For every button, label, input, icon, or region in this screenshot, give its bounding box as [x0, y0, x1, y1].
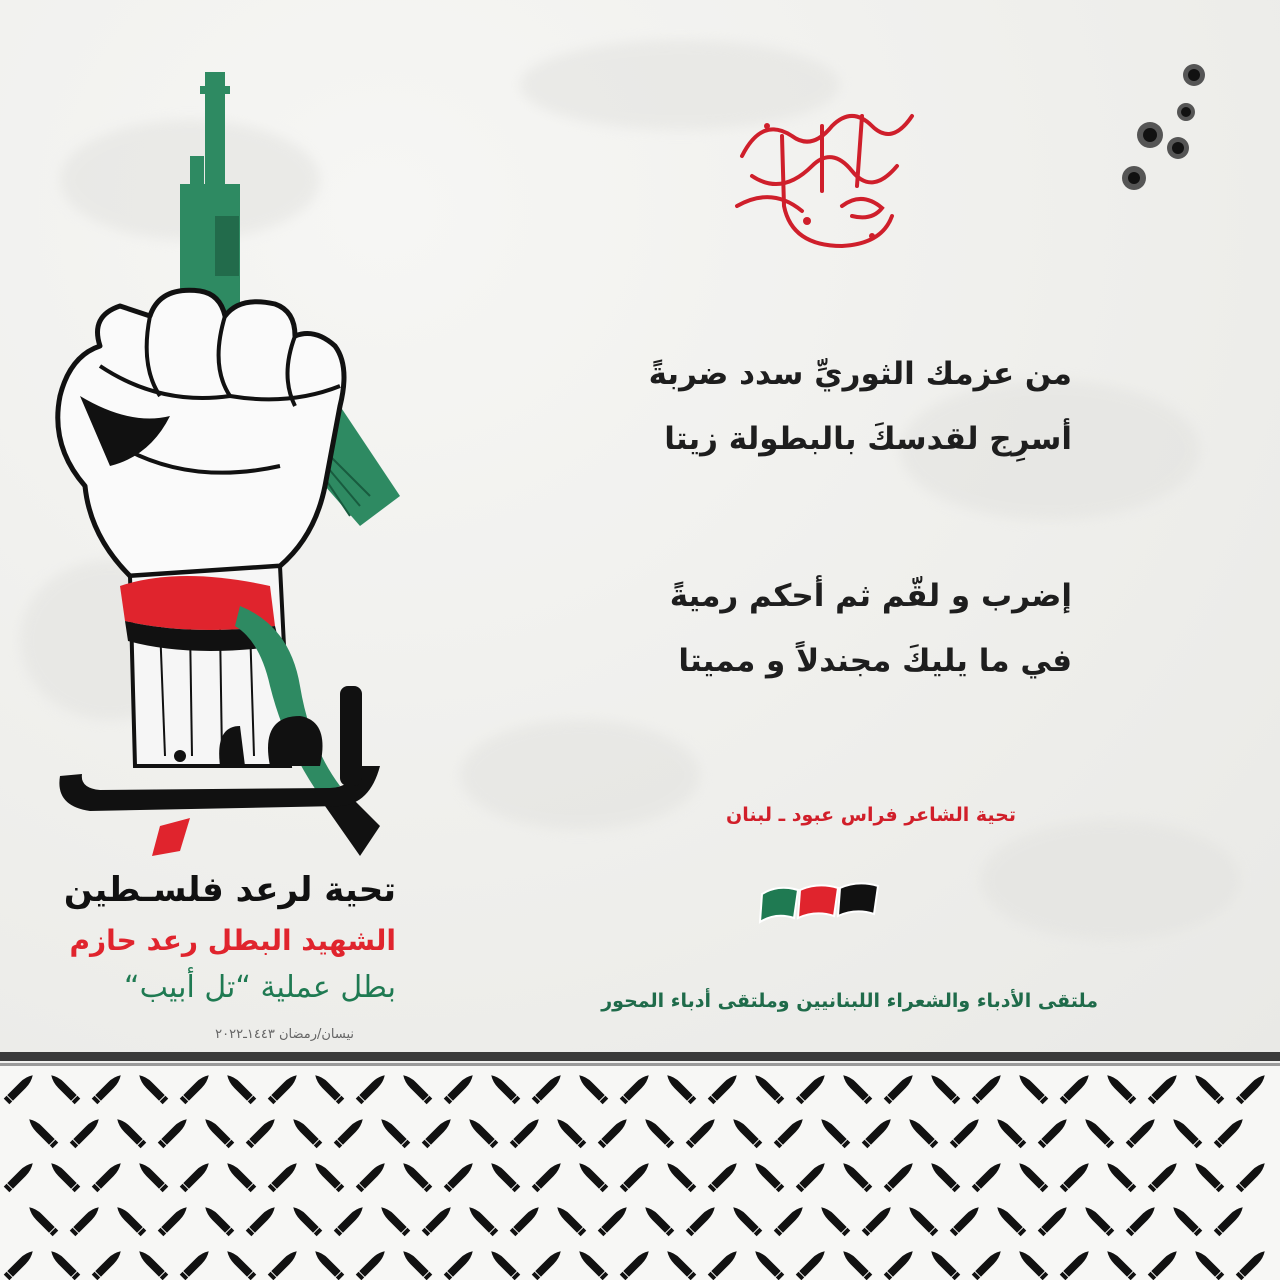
bullet-icon — [752, 1072, 784, 1104]
headline-martyr-name: الشهيد البطل رعد حازم — [69, 924, 396, 957]
bullet-icon — [950, 1116, 982, 1148]
bullet-icon — [620, 1248, 652, 1280]
bullet-icon — [928, 1072, 960, 1104]
bullet-icon — [862, 1116, 894, 1148]
bullet-icon — [180, 1160, 212, 1192]
bullet-icon — [796, 1072, 828, 1104]
bullet-icon — [444, 1072, 476, 1104]
bullet-icon — [466, 1204, 498, 1236]
bullet-icon — [1148, 1248, 1180, 1280]
bullet-icon — [1038, 1204, 1070, 1236]
bullet-icon — [158, 1204, 190, 1236]
bullet-icon — [1192, 1248, 1224, 1280]
bullet-icon — [422, 1204, 454, 1236]
bullet-icon — [1214, 1204, 1246, 1236]
bullet-icon — [268, 1160, 300, 1192]
poem-verse-2 — [512, 578, 1072, 680]
poem-verse-1 — [512, 356, 1072, 458]
bullet-icon — [1192, 1072, 1224, 1104]
bullet-icon — [840, 1072, 872, 1104]
bullet-icon — [928, 1248, 960, 1280]
bullet-icon — [114, 1204, 146, 1236]
bullet-icon — [796, 1160, 828, 1192]
bullet-icon — [48, 1072, 80, 1104]
bullet-icon — [356, 1248, 388, 1280]
bullet-icon — [598, 1204, 630, 1236]
bullet-icon — [466, 1116, 498, 1148]
bullet-icon — [796, 1248, 828, 1280]
bullet-icon — [972, 1160, 1004, 1192]
bullet-icon — [510, 1116, 542, 1148]
bullet-icon — [510, 1204, 542, 1236]
bullet-icon — [158, 1116, 190, 1148]
bullet-icon — [246, 1116, 278, 1148]
bullet-icon — [334, 1204, 366, 1236]
bullet-icon — [290, 1204, 322, 1236]
bullet-icon — [972, 1248, 1004, 1280]
bullet-icon — [290, 1116, 322, 1148]
poem-line: من عزمك الثوريِّ سدد ضربةً — [648, 356, 1072, 392]
bullet-icon — [598, 1116, 630, 1148]
bullet-icon — [862, 1204, 894, 1236]
headline-title: تحية لرعد فلسـطين — [63, 870, 396, 910]
divider-bar — [0, 1052, 1280, 1061]
bullet-icon — [906, 1116, 938, 1148]
bullet-icon — [1016, 1248, 1048, 1280]
bullet-icon — [730, 1204, 762, 1236]
bullet-icon — [1060, 1072, 1092, 1104]
bullet-icon — [26, 1116, 58, 1148]
bullet-icon — [70, 1116, 102, 1148]
bullet-icon — [4, 1160, 36, 1192]
bullet-icon — [1214, 1116, 1246, 1148]
bullet-icon — [576, 1160, 608, 1192]
bullet-icon — [92, 1072, 124, 1104]
bullet-icon — [92, 1248, 124, 1280]
bullet-icon — [708, 1160, 740, 1192]
bullet-icon — [1170, 1204, 1202, 1236]
poem-line: في ما يليكَ مجندلاً و مميتا — [678, 643, 1072, 680]
bullet-icon — [400, 1160, 432, 1192]
bullet-icon — [730, 1116, 762, 1148]
bullet-icon — [576, 1248, 608, 1280]
bullet-icon — [312, 1072, 344, 1104]
bullet-icon — [312, 1248, 344, 1280]
bullet-icon — [818, 1116, 850, 1148]
bullet-icon — [884, 1160, 916, 1192]
bullet-icon — [994, 1116, 1026, 1148]
bullet-icon — [1104, 1072, 1136, 1104]
bullet-icon — [378, 1204, 410, 1236]
paper-texture — [460, 720, 700, 830]
bullet-icon — [906, 1204, 938, 1236]
bullet-icon — [488, 1248, 520, 1280]
bullet-icon — [378, 1116, 410, 1148]
paper-texture — [980, 820, 1240, 940]
bullet-icon — [1192, 1160, 1224, 1192]
bullet-icon — [48, 1160, 80, 1192]
bullet-icon — [928, 1160, 960, 1192]
bullet-icon — [1148, 1160, 1180, 1192]
bullet-icon — [4, 1248, 36, 1280]
bullet-icon — [1170, 1116, 1202, 1148]
bullet-icon — [334, 1116, 366, 1148]
bullet-icon — [840, 1248, 872, 1280]
bullet-icon — [642, 1204, 674, 1236]
bullet-icon — [752, 1248, 784, 1280]
bullet-icon — [532, 1248, 564, 1280]
bullet-icon — [202, 1116, 234, 1148]
bullet-icon — [1104, 1248, 1136, 1280]
bullet-icon — [224, 1072, 256, 1104]
bullet-icon — [246, 1204, 278, 1236]
bullet-icon — [356, 1160, 388, 1192]
bullet-icon — [70, 1204, 102, 1236]
bullet-pattern-band — [0, 1066, 1280, 1280]
bullet-icon — [1016, 1072, 1048, 1104]
bullet-icon — [686, 1116, 718, 1148]
bullet-icon — [136, 1248, 168, 1280]
bullet-icon — [422, 1116, 454, 1148]
bullet-icon — [950, 1204, 982, 1236]
bullet-icon — [356, 1072, 388, 1104]
bullet-icon — [136, 1160, 168, 1192]
bullet-icon — [1126, 1204, 1158, 1236]
bullet-icon — [180, 1072, 212, 1104]
bullet-icon — [4, 1072, 36, 1104]
bullet-icon — [114, 1116, 146, 1148]
bullet-icon — [840, 1160, 872, 1192]
bullet-icon — [664, 1160, 696, 1192]
bullet-icon — [92, 1160, 124, 1192]
bullet-icon — [1038, 1116, 1070, 1148]
bullet-icon — [488, 1072, 520, 1104]
bullet-icon — [994, 1204, 1026, 1236]
bullet-icon — [224, 1248, 256, 1280]
bullet-icon — [620, 1160, 652, 1192]
headline-operation: بطل عملية “تل أبيب“ — [124, 970, 396, 1005]
bullet-icon — [1060, 1248, 1092, 1280]
poem-line: إضرب و لقّم ثم أحكم رميةً — [669, 578, 1072, 614]
bullet-icon — [136, 1072, 168, 1104]
bullet-icon — [972, 1072, 1004, 1104]
bullet-icon — [26, 1204, 58, 1236]
bullet-icon — [884, 1248, 916, 1280]
bullet-icon — [884, 1072, 916, 1104]
bullet-icon — [1082, 1204, 1114, 1236]
poem-line: أسرِج لقدسكَ بالبطولة زيتا — [664, 421, 1072, 458]
bullet-icon — [444, 1248, 476, 1280]
bullet-icon — [774, 1116, 806, 1148]
bullet-icon — [708, 1072, 740, 1104]
bullet-icon — [400, 1248, 432, 1280]
bullet-icon — [444, 1160, 476, 1192]
bullet-icon — [708, 1248, 740, 1280]
bullet-icon — [1148, 1072, 1180, 1104]
fist-rifle-illustration — [40, 66, 420, 886]
bullet-icon — [664, 1248, 696, 1280]
bullet-icon — [1236, 1248, 1268, 1280]
bullet-icon — [268, 1072, 300, 1104]
bullet-icon — [1104, 1160, 1136, 1192]
bullet-icon — [554, 1204, 586, 1236]
bullet-icon — [1126, 1116, 1158, 1148]
flags-icon — [758, 880, 882, 930]
bullet-icon — [1082, 1116, 1114, 1148]
bullet-icon — [488, 1160, 520, 1192]
bullet-icon — [752, 1160, 784, 1192]
basmala-calligraphy — [722, 96, 932, 266]
bullet-icon — [642, 1116, 674, 1148]
bullet-icon — [180, 1248, 212, 1280]
forum-credit: ملتقى الأدباء والشعراء اللبنانيين وملتقى أدباء المحور — [601, 990, 1098, 1012]
bullet-icon — [202, 1204, 234, 1236]
bullet-icon — [664, 1072, 696, 1104]
bullet-icon — [532, 1072, 564, 1104]
bullet-icon — [554, 1116, 586, 1148]
bullet-icon — [268, 1248, 300, 1280]
bullet-icon — [620, 1072, 652, 1104]
bullet-icon — [1236, 1072, 1268, 1104]
bullet-icon — [1236, 1160, 1268, 1192]
bullet-icon — [224, 1160, 256, 1192]
bullet-icon — [1016, 1160, 1048, 1192]
bullet-icon — [48, 1248, 80, 1280]
poet-credit: تحية الشاعر فراس عبود ـ لبنان — [726, 804, 1016, 826]
bullet-icon — [312, 1160, 344, 1192]
bullet-holes-icon — [1108, 50, 1218, 200]
bullet-icon — [686, 1204, 718, 1236]
bullet-icon — [1060, 1160, 1092, 1192]
headline-date: نيسان/رمضان ١٤٤٣ـ٢٠٢٢ — [215, 1027, 354, 1042]
bullet-icon — [818, 1204, 850, 1236]
bullet-icon — [774, 1204, 806, 1236]
bullet-icon — [532, 1160, 564, 1192]
bullet-icon — [576, 1072, 608, 1104]
bullet-icon — [400, 1072, 432, 1104]
